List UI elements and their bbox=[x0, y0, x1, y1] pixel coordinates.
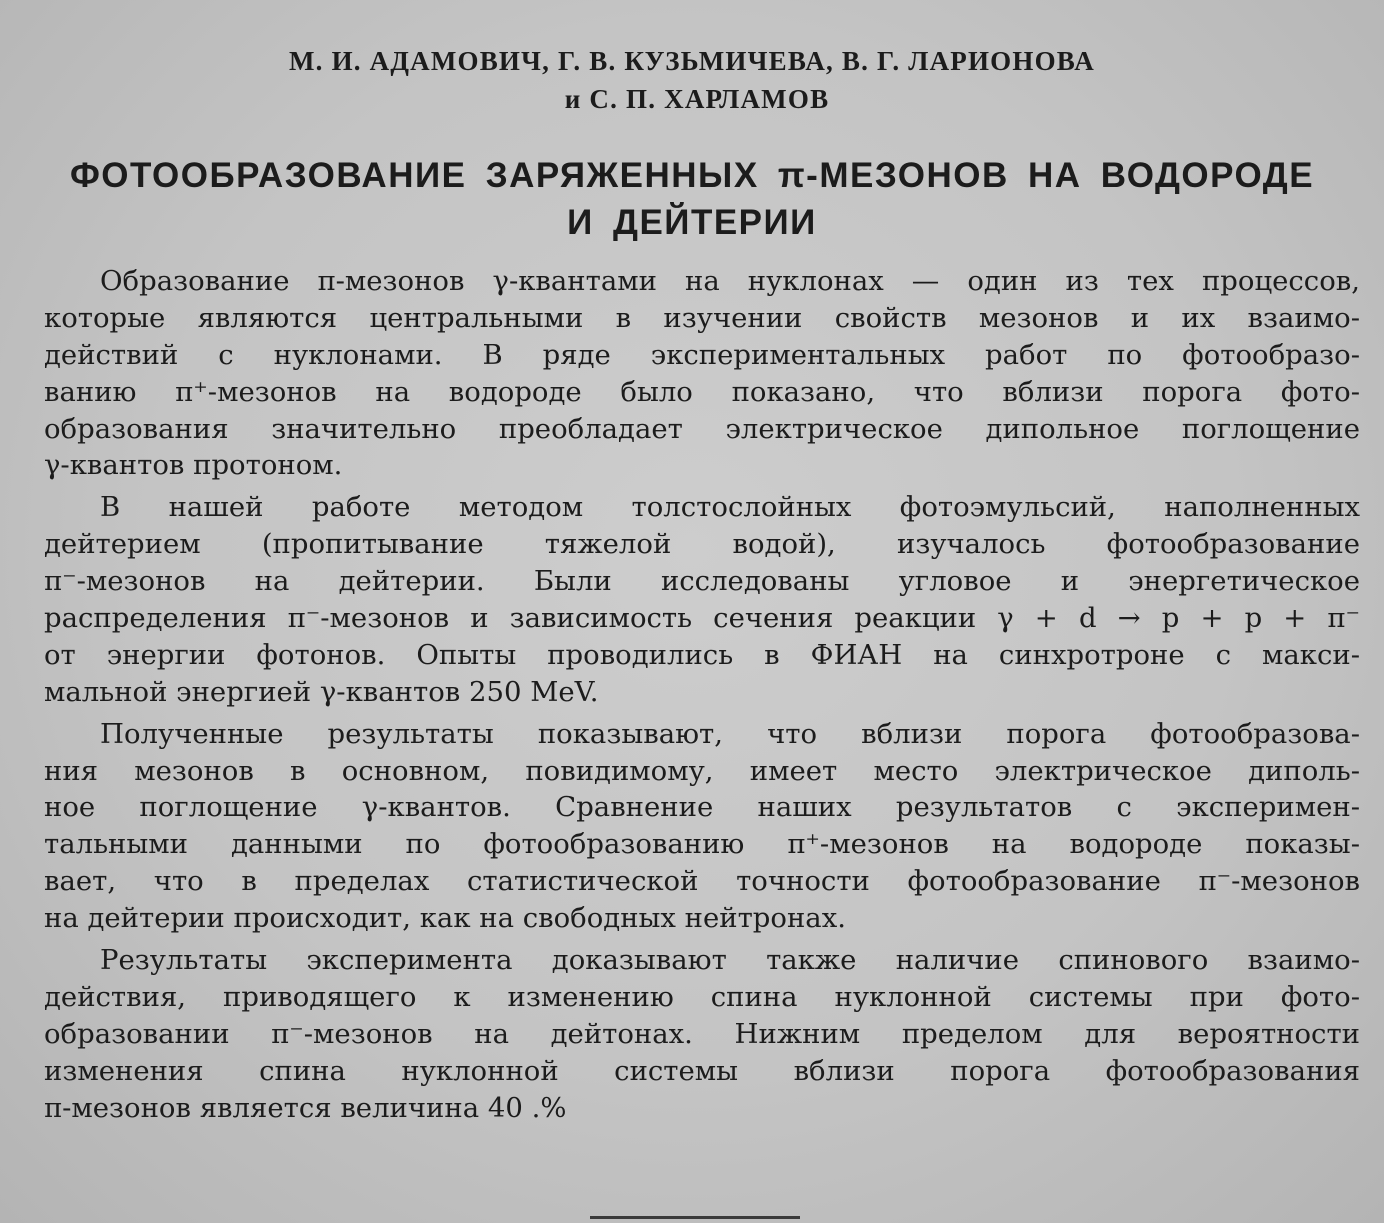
text-line: π-мезонов является величина 40 .% bbox=[44, 1091, 567, 1124]
text-line: Полученные результаты показывают, что вблизи порога фотообразова- bbox=[100, 717, 1360, 750]
title-line-2: И ДЕЙТЕРИИ bbox=[567, 203, 817, 242]
text-line: В нашей работе методом толстослойных фотоэмульсий, наполненных bbox=[100, 491, 1360, 524]
text-line: образовании π⁻-мезонов на дейтонах. Нижним пределом для вероятности bbox=[44, 1017, 1360, 1050]
text-line: ния мезонов в основном, повидимому, имеет место электрическое диполь- bbox=[44, 754, 1360, 787]
article-title bbox=[0, 152, 1384, 246]
paragraph-1 bbox=[44, 263, 1360, 484]
authors-line-1: М. И. АДАМОВИЧ, Г. В. КУЗЬМИЧЕВА, В. Г. ЛАРИОНОВА bbox=[288, 46, 1095, 76]
text-line: тальными данными по фотообразованию π⁺-мезонов на водороде показы- bbox=[44, 828, 1360, 861]
authors-line-2: и С. П. ХАРЛАМОВ bbox=[564, 84, 830, 114]
paragraph-4 bbox=[44, 942, 1360, 1126]
text-line: дейтерием (пропитывание тяжелой водой), изучалось фотообразование bbox=[44, 528, 1360, 561]
bottom-divider bbox=[590, 1216, 800, 1219]
text-line: π⁻-мезонов на дейтерии. Были исследованы угловое и энергетическое bbox=[44, 565, 1360, 598]
text-line: γ-квантов протоном. bbox=[44, 449, 343, 482]
article-body bbox=[44, 263, 1360, 1131]
text-line: изменения спина нуклонной системы вблизи порога фотообразования bbox=[44, 1054, 1360, 1087]
paragraph-3 bbox=[44, 716, 1360, 937]
text-line: действий с нуклонами. В ряде экспериментальных работ по фотообразо- bbox=[44, 338, 1360, 371]
text-line: ванию π⁺-мезонов на водороде было показано, что вблизи порога фото- bbox=[44, 375, 1360, 408]
text-line: которые являются центральными в изучении свойств мезонов и их взаимо- bbox=[44, 301, 1360, 334]
text-line: ное поглощение γ-квантов. Сравнение наших результатов с эксперимен- bbox=[44, 791, 1360, 824]
text-line: Результаты эксперимента доказывают также наличие спинового взаимо- bbox=[100, 944, 1360, 977]
text-line: Образование π-мезонов γ-квантами на нуклонах — один из тех процессов, bbox=[100, 265, 1360, 297]
title-line-1: ФОТООБРАЗОВАНИЕ ЗАРЯЖЕННЫХ π-МЕЗОНОВ НА ВОДОРОДЕ bbox=[69, 156, 1315, 195]
text-line: мальной энергией γ-квантов 250 MeV. bbox=[44, 675, 599, 708]
text-line: распределения π⁻-мезонов и зависимость сечения реакции γ + d → p + p + π⁻ bbox=[44, 602, 1360, 635]
text-line: от энергии фотонов. Опыты проводились в ФИАН на синхротроне с макси- bbox=[44, 638, 1360, 671]
text-line: на дейтерии происходит, как на свободных нейтронах. bbox=[44, 902, 846, 935]
text-line: образования значительно преобладает электрическое дипольное поглощение bbox=[44, 412, 1360, 445]
authors-block bbox=[0, 42, 1384, 118]
text-line: действия, приводящего к изменению спина нуклонной системы при фото- bbox=[44, 980, 1360, 1013]
text-line: вает, что в пределах статистической точности фотообразование π⁻-мезонов bbox=[44, 865, 1360, 898]
paragraph-2 bbox=[44, 489, 1360, 710]
